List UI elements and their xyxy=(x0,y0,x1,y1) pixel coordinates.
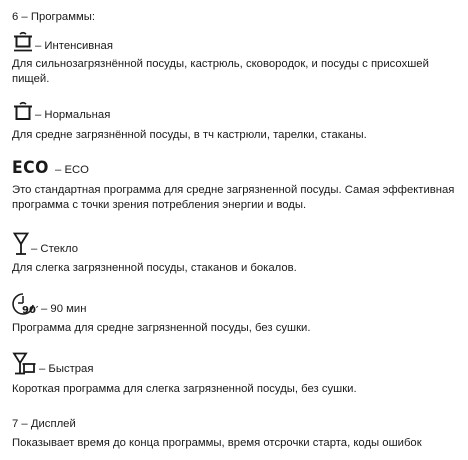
program-quick-heading xyxy=(12,352,93,376)
clock-90-text: 90′ xyxy=(22,305,39,316)
program-90min-heading xyxy=(12,292,86,316)
program-intensive-label: – Интенсивная xyxy=(35,40,113,52)
display-description: Показывает время до конца программы, время отсрочки старта, коды ошибок xyxy=(12,437,422,449)
intensive-pot-icon xyxy=(12,31,34,53)
program-glass-description: Для слегка загрязненной посуды, стаканов и бокалов. xyxy=(12,262,297,274)
programs-header: 6 – Программы: xyxy=(12,11,96,23)
program-normal-heading xyxy=(12,101,110,122)
program-intensive-description: Для сильнозагрязнённой посуды, кастрюль, сковородок, и посуды с присохшей пищей. xyxy=(12,58,429,85)
program-glass-label: – Стекло xyxy=(31,243,78,255)
display-header: 7 – Дисплей xyxy=(12,418,76,430)
program-normal-description: Для средне загрязнённой посуды, в тч кастрюли, тарелки, стаканы. xyxy=(12,129,367,141)
eco-icon: ECO xyxy=(12,158,49,178)
wine-glass-icon xyxy=(12,232,30,256)
program-glass-heading xyxy=(12,232,78,256)
glass-and-pot-icon xyxy=(12,352,38,376)
program-90min-label: – 90 мин xyxy=(41,303,87,315)
program-eco-label: – ECO xyxy=(55,164,89,176)
program-quick-label: – Быстрая xyxy=(39,363,94,375)
program-eco-heading xyxy=(12,160,89,177)
program-eco-description: Это стандартная программа для средне загрязненной посуды. Самая эффективная программа с точки зрения потребления энергии и воды. xyxy=(12,184,455,211)
program-quick-description: Короткая программа для слегка загрязненной посуды, без сушки. xyxy=(12,383,357,395)
program-90min-description: Программа для средне загрязненной посуды, без сушки. xyxy=(12,322,311,334)
clock-90-icon xyxy=(12,292,40,316)
normal-pot-icon xyxy=(12,101,34,122)
program-normal-label: – Нормальная xyxy=(35,109,111,121)
program-intensive-heading xyxy=(12,31,113,53)
